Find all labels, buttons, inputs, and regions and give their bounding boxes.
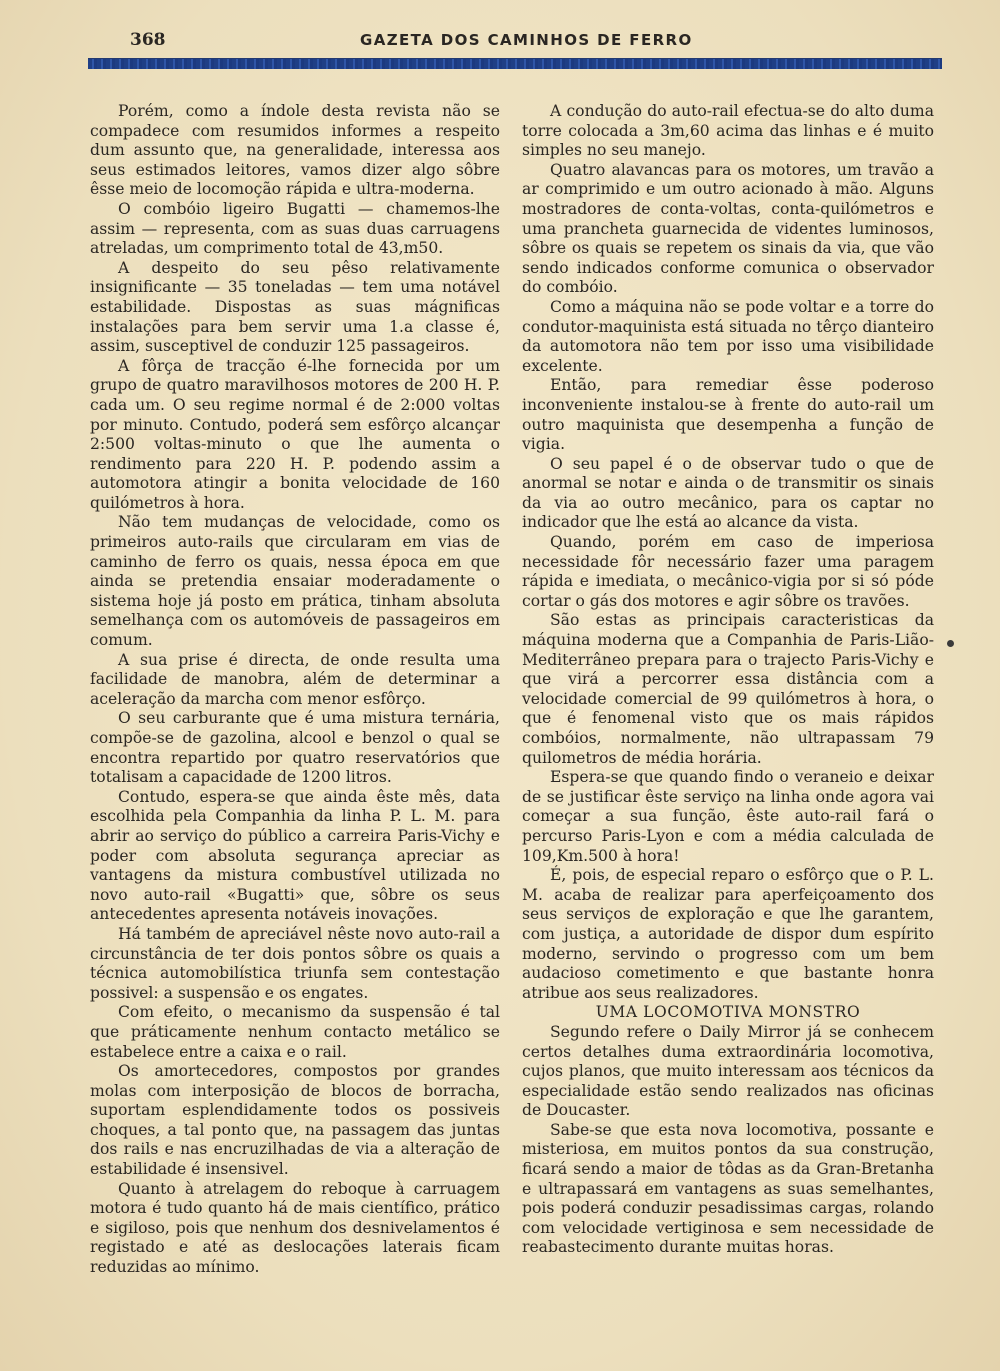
journal-title: GAZETA DOS CAMINHOS DE FERRO: [360, 31, 693, 49]
left-column: [90, 102, 500, 1278]
paragraph: Quando, porém em caso de imperiosa necessidade fôr necessário fazer uma paragem rápida e imediata, o mecânico-vigia por si só póde cortar o gás dos motores e agir sôbre os travões.: [522, 533, 934, 610]
paragraph: A despeito do seu pêso relativamente insignificante — 35 toneladas — tem uma notável estabilidade. Dispostas as suas mágnificas instalações para bem servir uma 1.a classe é, assim, susceptivel de conduzir 125 passageiros.: [90, 258, 500, 356]
paragraph: É, pois, de especial reparo o esfôrço que o P. L. M. acaba de realizar para aperfeiçoamento dos seus serviços de exploração e que lhe garantem, com justiça, a autoridade de dispor dum espírito moderno, servindo o progresso com um bem audacioso cometimento e que bastante honra atribue aos seus realizadores.: [522, 866, 934, 1002]
paragraph: Espera-se que quando findo o veraneio e deixar de se justificar êste serviço na linha onde agora vai começar a sua função, êste auto-rail fará o percurso Paris-Lyon e com a média calculada de 109,Km.500 à hora!: [522, 768, 934, 865]
paragraph: Os amortecedores, compostos por grandes molas com interposição de blocos de borracha, suportam esplendidamente todos os possiveis choques, a tal ponto que, na passagem das juntas dos rails e nas encruzilhadas de via a alteração de estabilidade é insensivel.: [90, 1062, 500, 1179]
paragraph: Há também de apreciável nêste novo auto-rail a circunstância de ter dois pontos sôbre os quais a técnica automobilística triunfa sem contestação possivel: a suspensão e os engates.: [90, 924, 500, 1002]
paragraph: Como a máquina não se pode voltar e a torre do condutor-maquinista está situada no têrço dianteiro da automotora não tem por isso uma visibilidade excelente.: [522, 297, 934, 375]
paragraph: Contudo, espera-se que ainda êste mês, data escolhida pela Companhia da linha P. L. M. para abrir ao serviço do público a carreira Paris-Vichy e poder com absoluta segurança apreciar as vantagens da mistura combustível utilizada no novo auto-rail «Bugatti» que, sôbre os seus antecedentes apresenta notáveis inovações.: [90, 787, 500, 924]
paragraph: Não tem mudanças de velocidade, como os primeiros auto-rails que circularam em vias de caminho de ferro os quais, nessa época em que ainda se pretendia ensaiar moderadamente o sistema hoje já posto em prática, tinham absoluta semelhança com os automóveis de passageiros em comum.: [90, 513, 500, 650]
page-header: [90, 26, 940, 56]
paragraph: Então, para remediar êsse poderoso inconveniente instalou-se à frente do auto-rail um outro maquinista que desempenha a função de vigia.: [522, 376, 934, 454]
right-column: [522, 102, 934, 1258]
section-heading: UMA LOCOMOTIVA MONSTRO: [595, 1003, 861, 1022]
paragraph: Com efeito, o mecanismo da suspensão é tal que práticamente nenhum contacto metálico se estabelece entre a caixa e o rail.: [90, 1003, 500, 1061]
header-rule: [88, 58, 942, 69]
paragraph: Segundo refere o Daily Mirror já se conhecem certos detalhes duma extraordinária locomotiva, cujos planos, que muito interessam aos técnicos da especialidade estão sendo realizados nas oficinas de Doucaster.: [522, 1022, 934, 1120]
paragraph: O combóio ligeiro Bugatti — chamemos-lhe assim — representa, com as suas duas carruagens atreladas, um comprimento total de 43,m50.: [90, 199, 500, 258]
paragraph: São estas as principais caracteristicas da máquina moderna que a Companhia de Paris-Lião-Mediterrâneo prepara para o trajecto Paris-Vichy e que virá a percorrer essa distância com a velocidade comercial de 99 quilómetros à hora, o que é fenomenal visto que os mais rápidos combóios, normalmente, não ultrapassam 79 quilometros de média horária.: [522, 611, 934, 767]
paragraph: A condução do auto-rail efectua-se do alto duma torre colocada a 3m,60 acima das linhas e é muito simples no seu manejo.: [522, 102, 934, 160]
paragraph: Quatro alavancas para os motores, um travão a ar comprimido e um outro acionado à mão. Alguns mostradores de conta-voltas, conta-quilómetros e uma prancheta guarnecida de videntes luminosos, sôbre os quais se repetem os sinais da via, que vão sendo indicados conforme comunica o observador do combóio.: [522, 160, 934, 297]
paragraph: A sua prise é directa, de onde resulta uma facilidade de manobra, além de determinar a aceleração da marcha com menor esfôrço.: [90, 650, 500, 708]
paragraph: A fôrça de tracção é-lhe fornecida por um grupo de quatro maravilhosos motores de 200 H. P. cada um. O seu regime normal é de 2:000 voltas por minuto. Contudo, poderá sem esfôrço alcançar 2:500 voltas-minuto o que lhe aumenta o rendimento para 220 H. P. podendo assim a automotora atingir a bonita velocidade de 160 quilómetros à hora.: [90, 356, 500, 512]
ink-dot: [947, 640, 954, 647]
paragraph: O seu carburante que é uma mistura ternária, compõe-se de gazolina, alcool e benzol o qual se encontra repartido por quatro reservatórios que totalisam a capacidade de 1200 litros.: [90, 709, 500, 787]
paragraph: Sabe-se que esta nova locomotiva, possante e misteriosa, em muitos pontos da sua construção, ficará sendo a maior de tôdas as da Gran-Bretanha e ultrapassará em vantagens as suas semelhantes, pois poderá conduzir pesadissimas cargas, rolando com velocidade vertiginosa e sem necessidade de reabastecimento durante muitas horas.: [522, 1120, 934, 1257]
paragraph: Quanto à atrelagem do reboque à carruagem motora é tudo quanto há de mais científico, prático e sigiloso, pois que nenhum dos desnivelamentos é registado e até as deslocações laterais ficam reduzidas ao mínimo.: [90, 1179, 500, 1277]
page-number: 368: [130, 30, 166, 50]
paragraph: O seu papel é o de observar tudo o que de anormal se notar e ainda o de transmitir os sinais da via ao outro mecânico, para os captar no indicador que lhe está ao alcance da vista.: [522, 454, 934, 532]
paragraph: Porém, como a índole desta revista não se compadece com resumidos informes a respeito dum assunto que, na generalidade, interessa aos seus estimados leitores, vamos dizer algo sôbre êsse meio de locomoção rápida e ultra-moderna.: [90, 102, 500, 199]
